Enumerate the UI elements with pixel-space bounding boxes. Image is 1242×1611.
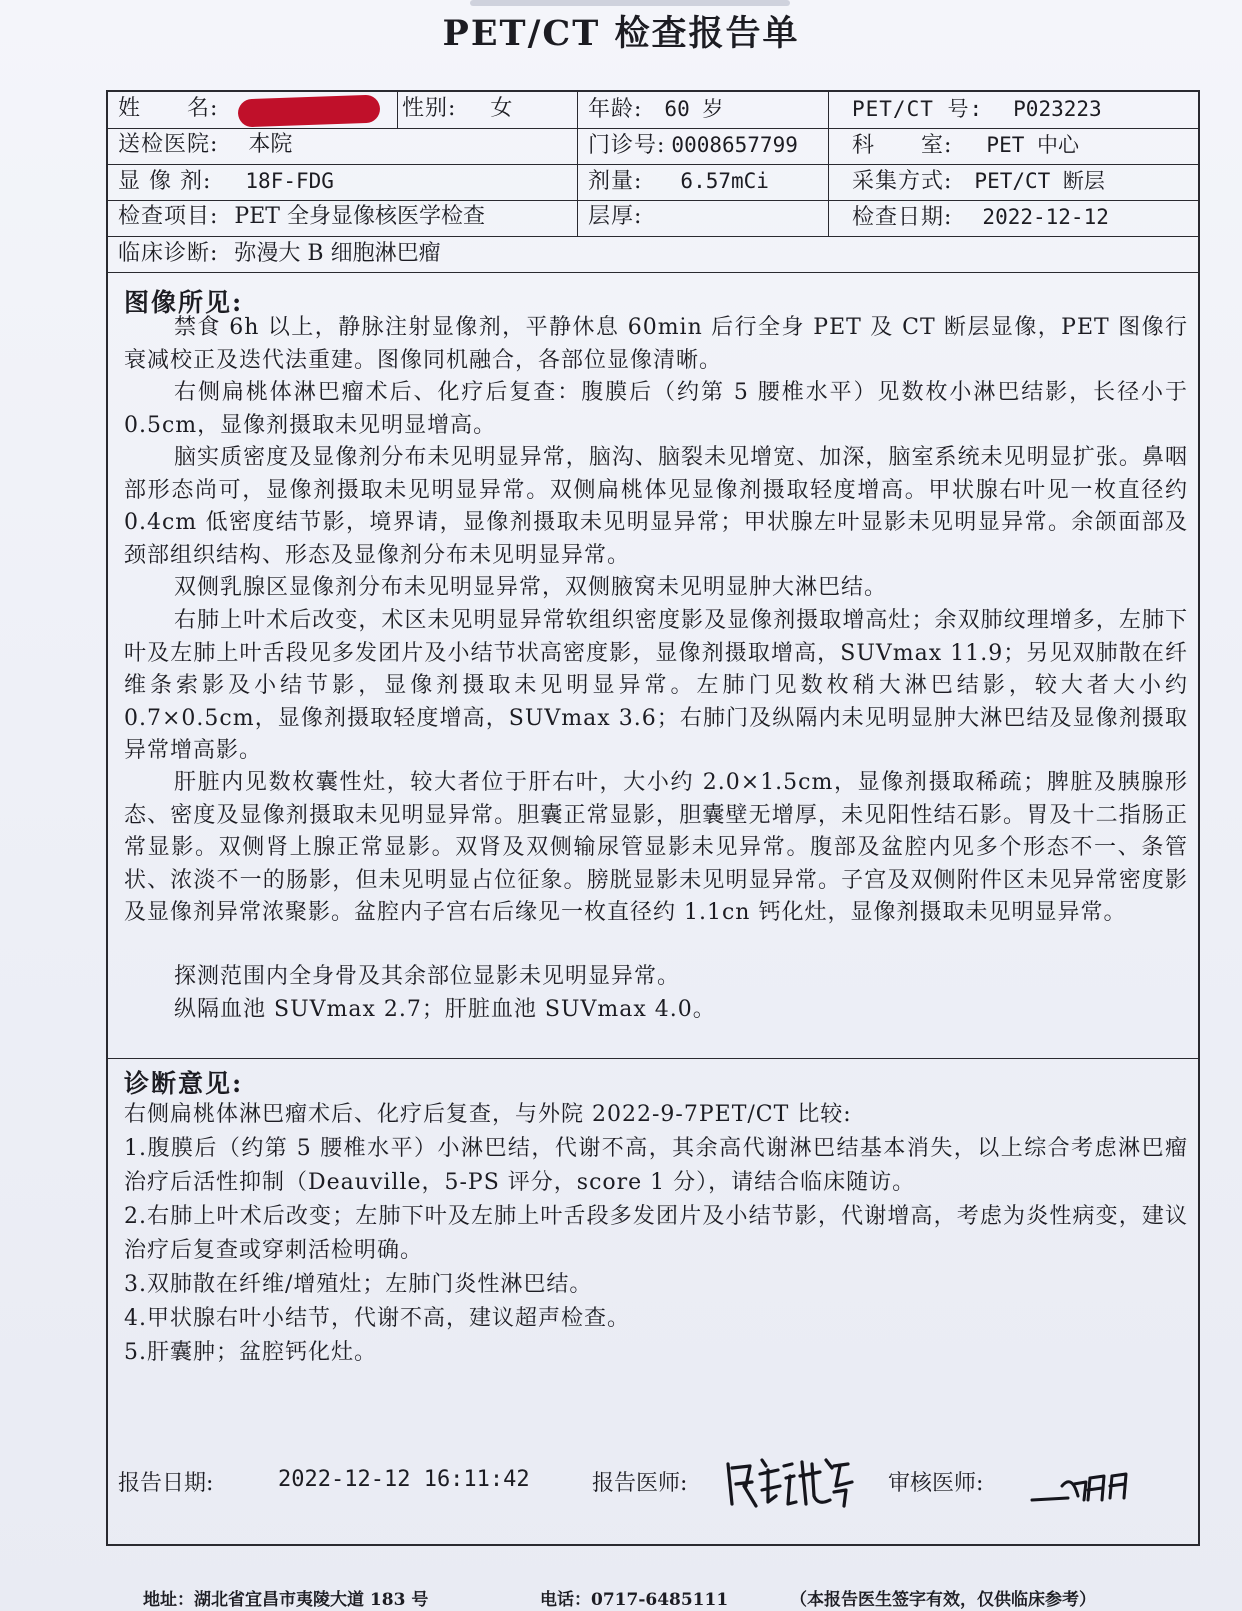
disclaimer-text: （本报告医生签字有效，仅供临床参考） bbox=[790, 1590, 1096, 1610]
conclusion-item: 1.腹膜后（约第 5 腰椎水平）小淋巴结，代谢不高，其余高代谢淋巴结基本消失，以上综合考虑淋巴瘤治疗后活性抑制（Deauville，5-PS 评分，score 1 分），请结合临床随访。 bbox=[124, 1136, 1188, 1195]
dose-cell bbox=[588, 163, 769, 200]
agent-value: 18F-FDG bbox=[245, 169, 334, 193]
clinic-no-cell bbox=[588, 127, 798, 164]
hospital-cell bbox=[118, 127, 292, 163]
review-doctor-signature bbox=[1028, 1456, 1158, 1516]
conclusion-intro: 右侧扁桃体淋巴瘤术后、化疗后复查，与外院 2022-9-7PET/CT 比较: bbox=[124, 1102, 852, 1127]
dose-label: 剂量: bbox=[588, 169, 643, 194]
conclusion-item: 4.甲状腺右叶小结节，代谢不高，建议超声检查。 bbox=[124, 1306, 630, 1331]
clinical-diagnosis-label: 临床诊断: bbox=[118, 241, 219, 266]
review-doctor-label: 审核医师: bbox=[888, 1471, 984, 1496]
date-cell bbox=[852, 199, 1109, 236]
method-value: PET/CT 断层 bbox=[974, 169, 1105, 193]
conclusion-item: 2.右肺上叶术后改变；左肺下叶及左肺上叶舌段多发团片及小结节影，代谢增高，考虑为炎性病变，建议治疗后复查或穿刺活检明确。 bbox=[124, 1204, 1188, 1263]
agent-cell bbox=[118, 163, 334, 200]
findings-paragraph: 禁食 6h 以上，静脉注射显像剂，平静休息 60min 后行全身 PET 及 CT 断层显像，PET 图像行衰减校正及迭代法重建。图像同机融合，各部位显像清晰。 bbox=[124, 315, 1188, 373]
gender-cell bbox=[402, 91, 512, 127]
report-title: PET/CT 检查报告单 bbox=[442, 13, 800, 54]
age-label: 年龄: bbox=[588, 97, 643, 122]
name-label: 姓 名: bbox=[118, 96, 219, 121]
method-label: 采集方式: bbox=[852, 169, 953, 194]
findings-paragraph: 脑实质密度及显像剂分布未见明显异常，脑沟、脑裂未见增宽、加深，脑室系统未见明显扩张。鼻咽部形态尚可，显像剂摄取未见明显异常。双侧扁桃体见显像剂摄取轻度增高。甲状腺右叶见一枚直径约 0.4cm 低密度结节影，境界请，显像剂摄取未见明显异常；甲状腺左叶显影未见明显异常。余颌面部及颈部组织结构、形态及显像剂分布未见明显异常。 bbox=[124, 445, 1188, 568]
gender-value: 女 bbox=[490, 96, 513, 121]
hospital-label: 送检医院: bbox=[118, 132, 219, 157]
petct-no-value: P023223 bbox=[1013, 97, 1102, 121]
thickness-cell bbox=[588, 199, 660, 235]
item-cell bbox=[118, 199, 485, 235]
dose-value: 6.57mCi bbox=[680, 169, 769, 193]
conclusion-item: 3.双肺散在纤维/增殖灶；左肺门炎性淋巴结。 bbox=[124, 1272, 593, 1297]
findings-paragraph: 纵隔血池 SUVmax 2.7；肝脏血池 SUVmax 4.0。 bbox=[174, 997, 716, 1022]
report-doctor-signature bbox=[722, 1446, 872, 1516]
findings-paragraph: 探测范围内全身骨及其余部位显影未见明显异常。 bbox=[174, 964, 681, 989]
petct-no-label: PET/CT 号: bbox=[852, 97, 984, 121]
clinic-no-value: 0008657799 bbox=[671, 133, 798, 157]
dept-value: PET 中心 bbox=[986, 133, 1079, 157]
conclusion-title: 诊断意见: bbox=[124, 1069, 244, 1098]
findings-paragraph: 双侧乳腺区显像剂分布未见明显异常，双侧腋窝未见明显肿大淋巴结。 bbox=[174, 575, 888, 600]
report-date-label: 报告日期: bbox=[118, 1471, 214, 1496]
exam-date-value: 2022-12-12 bbox=[982, 205, 1109, 229]
clinical-diagnosis-value: 弥漫大 B 细胞淋巴瘤 bbox=[234, 241, 441, 266]
conclusion-item: 5.肝囊肿；盆腔钙化灶。 bbox=[124, 1340, 377, 1365]
findings-title: 图像所见: bbox=[124, 288, 244, 317]
exam-date-label: 检查日期: bbox=[852, 205, 953, 230]
dept-label: 科 室: bbox=[852, 133, 953, 158]
findings-paragraph: 肝脏内见数枚囊性灶，较大者位于肝右叶，大小约 2.0×1.5cm，显像剂摄取稀疏；脾脏及胰腺形态、密度及显像剂摄取未见明显异常。胆囊正常显影，胆囊壁无增厚，未见阳性结石影。胃及十二指肠正常显影。双侧肾上腺正常显影。双肾及双侧输尿管显影未见异常。腹部及盆腔内见多个形态不一、条管状、浓淡不一的肠影，但未见明显占位征象。膀胱显影未见明显异常。子宫及双侧附件区未见异常密度影及显像剂异常浓聚影。盆腔内子宫右后缘见一枚直径约 1.1cn 钙化灶，显像剂摄取未见明显异常。 bbox=[124, 770, 1188, 926]
report-date-value: 2022-12-12 16:11:42 bbox=[278, 1467, 530, 1492]
gender-label: 性别: bbox=[402, 96, 457, 121]
dept-cell bbox=[852, 127, 1079, 164]
item-label: 检查项目: bbox=[118, 204, 219, 229]
clinic-no-label: 门诊号: bbox=[588, 133, 666, 158]
findings-paragraph: 右侧扁桃体淋巴瘤术后、化疗后复查：腹膜后（约第 5 腰椎水平）见数枚小淋巴结影，长径小于 0.5cm，显像剂摄取未见明显增高。 bbox=[124, 380, 1188, 438]
clinical-diagnosis-cell bbox=[118, 236, 441, 272]
item-value: PET 全身显像核医学检查 bbox=[234, 204, 485, 229]
hospital-value: 本院 bbox=[248, 132, 293, 157]
petct-no-cell bbox=[852, 91, 1102, 128]
thickness-label: 层厚: bbox=[588, 204, 643, 229]
phone-text: 电话：0717-6485111 bbox=[540, 1590, 729, 1610]
report-doctor-label: 报告医师: bbox=[592, 1471, 688, 1496]
age-value: 60 岁 bbox=[664, 97, 724, 121]
findings-paragraph: 右肺上叶术后改变，术区未见明显异常软组织密度影及显像剂摄取增高灶；余双肺纹理增多，左肺下叶及左肺上叶舌段见多发团片及小结节状高密度影，显像剂摄取增高，SUVmax 11.9；另见双肺散在纤维条索影及小结节影，显像剂摄取未见明显异常。左肺门见数枚稍大淋巴结影，较大者大小约 0.7×0.5cm，显像剂摄取轻度增高，SUVmax 3.6；右肺门及纵隔内未见明显肿大淋巴结及显像剂摄取异常增高影。 bbox=[124, 608, 1188, 764]
name-cell bbox=[118, 91, 236, 127]
age-cell bbox=[588, 91, 723, 128]
method-cell bbox=[852, 163, 1105, 200]
address-text: 地址：湖北省宜昌市夷陵大道 183 号 bbox=[143, 1590, 429, 1610]
agent-label: 显 像 剂: bbox=[118, 169, 212, 194]
name-redaction bbox=[238, 95, 381, 128]
